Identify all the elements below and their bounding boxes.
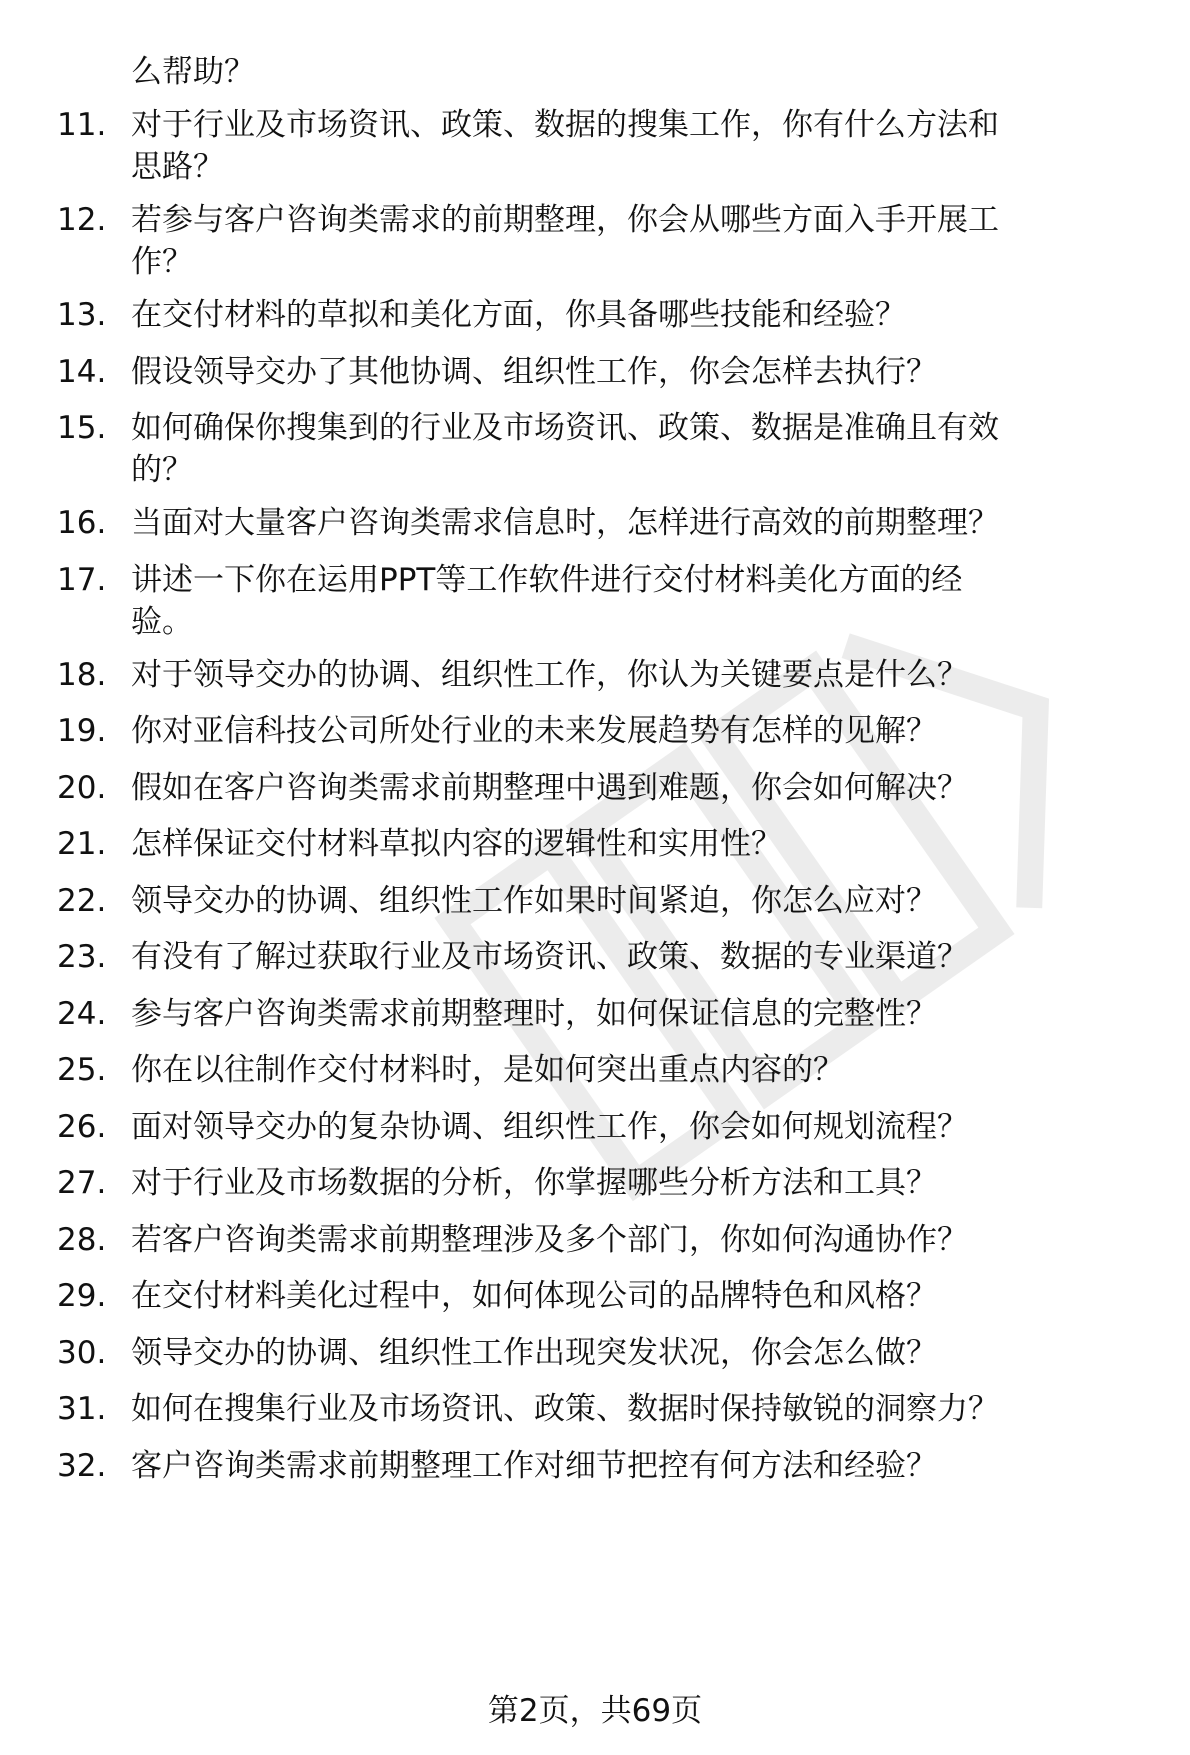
question-text-line: 你对亚信科技公司所处行业的未来发展趋势有怎样的见解？ [131,713,937,749]
question-text-line: 如何在搜集行业及市场资讯、政策、数据时保持敏锐的洞察力？ [131,1391,999,1427]
question-text-line: 当面对大量客户咨询类需求信息时，怎样进行高效的前期整理？ [131,505,999,541]
question-number: 26. [57,1109,107,1145]
question-text-line: 在交付材料的草拟和美化方面，你具备哪些技能和经验？ [131,297,906,333]
question-text-line: 怎样保证交付材料草拟内容的逻辑性和实用性？ [131,826,782,862]
question-text-line: 在交付材料美化过程中，如何体现公司的品牌特色和风格？ [131,1278,937,1314]
question-number: 17. [57,562,107,598]
page-number-footer: 第2页，共69页 [487,1693,703,1729]
question-number: 14. [57,354,107,390]
question-text-line: 领导交办的协调、组织性工作出现突发状况，你会怎么做？ [131,1335,937,1371]
question-number: 22. [57,883,107,919]
question-number: 16. [57,505,107,541]
question-text-line: 参与客户咨询类需求前期整理时，如何保证信息的完整性？ [131,996,937,1032]
question-number: 18. [57,657,107,693]
question-number: 11. [57,107,107,143]
question-text-line: 对于领导交办的协调、组织性工作，你认为关键要点是什么？ [131,657,968,693]
question-text-line: 假设领导交办了其他协调、组织性工作，你会怎样去执行？ [131,354,937,390]
question-number: 20. [57,770,107,806]
question-number: 30. [57,1335,107,1371]
question-number: 28. [57,1222,107,1258]
question-number: 12. [57,202,107,238]
question-text-line: 假如在客户咨询类需求前期整理中遇到难题，你会如何解决？ [131,770,968,806]
question-number: 21. [57,826,107,862]
question-number: 32. [57,1448,107,1484]
question-text-line: 若参与客户咨询类需求的前期整理，你会从哪些方面入手开展工 [131,202,999,238]
question-number: 15. [57,410,107,446]
question-text-line: 思路？ [131,149,224,185]
question-number: 25. [57,1052,107,1088]
question-number: 23. [57,939,107,975]
question-number: 19. [57,713,107,749]
question-text-line: 领导交办的协调、组织性工作如果时间紧迫，你怎么应对？ [131,883,937,919]
question-text-line: 如何确保你搜集到的行业及市场资讯、政策、数据是准确且有效 [131,410,999,446]
question-text-line: 面对领导交办的复杂协调、组织性工作，你会如何规划流程？ [131,1109,968,1145]
question-text-line: 验。 [131,604,193,640]
question-text-line: 你在以往制作交付材料时，是如何突出重点内容的？ [131,1052,844,1088]
question-text-line: 客户咨询类需求前期整理工作对细节把控有何方法和经验？ [131,1448,937,1484]
question-text-line: 的？ [131,452,193,488]
question-number: 27. [57,1165,107,1201]
question-text-line: 对于行业及市场资讯、政策、数据的搜集工作，你有什么方法和 [131,107,999,143]
question-text-line: 若客户咨询类需求前期整理涉及多个部门，你如何沟通协作？ [131,1222,968,1258]
question-number: 31. [57,1391,107,1427]
question-text-line: 有没有了解过获取行业及市场资讯、政策、数据的专业渠道？ [131,939,968,975]
question-text-line: 作？ [131,244,193,280]
question-text-line: 讲述一下你在运用PPT等工作软件进行交付材料美化方面的经 [131,562,963,598]
continuation-text: 么帮助？ [131,54,255,90]
question-number: 13. [57,297,107,333]
question-number: 29. [57,1278,107,1314]
question-number: 24. [57,996,107,1032]
question-text-line: 对于行业及市场数据的分析，你掌握哪些分析方法和工具？ [131,1165,937,1201]
